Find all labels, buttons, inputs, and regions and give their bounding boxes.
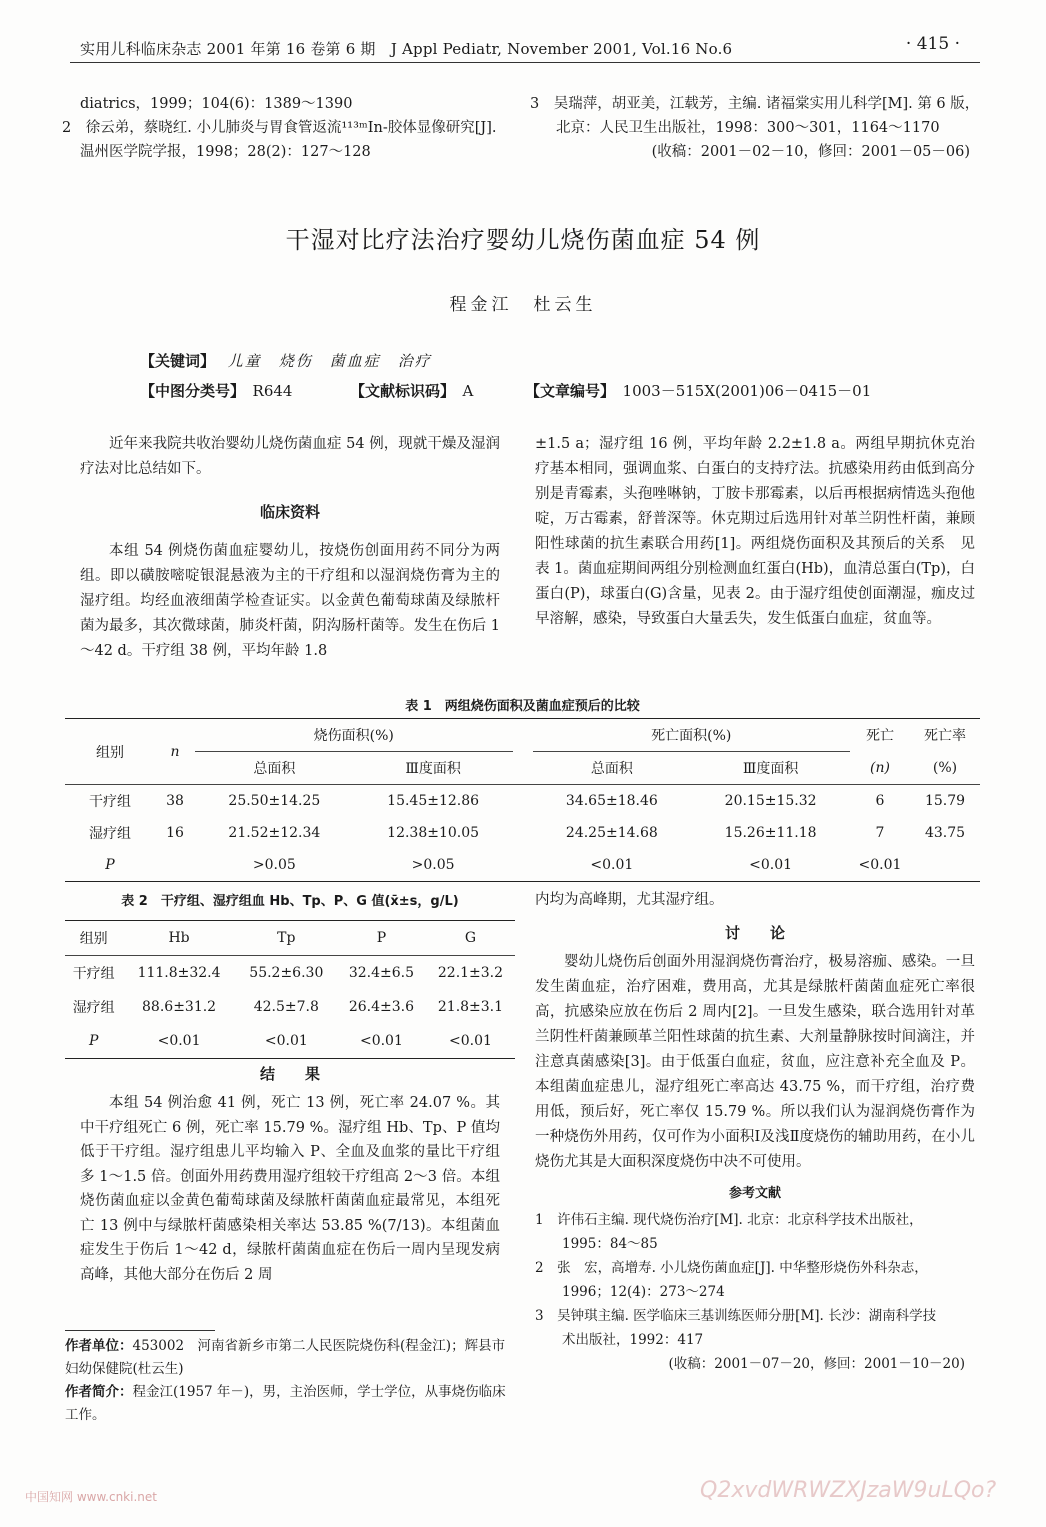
table2-header: 组别	[79, 931, 108, 947]
keywords-label: 【关键词】	[140, 352, 216, 370]
reference-item: 1996；12(4)：273～274	[535, 1284, 725, 1300]
reference-item: 1995：84～85	[535, 1236, 658, 1252]
table-cell: 22.1±3.2	[437, 965, 504, 981]
table-cell: 15.79	[924, 793, 966, 809]
left-column	[80, 432, 500, 664]
table-cell: 6	[875, 793, 885, 809]
table2-header: Tp	[277, 930, 296, 946]
table2-caption: 表 2 干疗组、湿疗组血 Hb、Tp、P、G 值(x̄±s，g/L)	[121, 894, 459, 909]
received-date: (收稿：2001－07－20，修回：2001－10－20)	[668, 1356, 965, 1372]
author-bio-text: 程金江(1957 年－)，男，主治医师，学士学位，从事烧伤临床工作。	[65, 1384, 506, 1423]
table-cell: <0.01	[749, 857, 793, 873]
table-cell: 38	[166, 793, 184, 809]
intro-paragraph: 近年来我院共收治婴幼儿烧伤菌血症 54 例，现就干燥及湿润疗法对比总结如下。	[80, 436, 500, 477]
author-unit	[65, 1335, 510, 1381]
doccode-value: A	[462, 382, 474, 400]
table2	[65, 920, 515, 1059]
prev-ref-line: diatrics，1999；104(6)：1389～1390	[80, 96, 353, 112]
section-heading-discussion: 讨 论	[724, 924, 785, 942]
right-column-top	[535, 432, 975, 632]
table1-header-rate: 死亡率	[924, 728, 966, 745]
reference-item: 2 张 宏，高增寿. 小儿烧伤菌血症[J]. 中华整形烧伤外科杂志，	[535, 1260, 928, 1276]
article-no-label: 【文章编号】	[525, 382, 608, 400]
table-cell: 干疗组	[72, 966, 115, 982]
article-authors: 程金江 杜云生	[449, 295, 597, 315]
table1-header-deg3: Ⅲ度面积	[405, 761, 461, 777]
table-cell: <0.01	[157, 1033, 201, 1049]
table2-header: Hb	[168, 930, 190, 946]
clinical-paragraph-cont: ±1.5 a；湿疗组 16 例，平均年龄 2.2±1.8 a。两组早期抗休克治疗基本相同，强调血浆、白蛋白的支持疗法。抗感染用药由低到高分别是青霉素，头孢唑啉钠，丁胺卡那霉素，以后再根据病情选头孢他啶，万古霉素，舒普深等。休克期过后选用针对革兰阴性杆菌，兼顾阳性球菌的抗生素联合用药[1]。两组烧伤面积及其预后的关系 见表 1。菌血症期间两组分别检测血红蛋白(Hb)，血清总蛋白(Tp)，白蛋白(P)，球蛋白(G)含量，见表 2。由于湿疗组使创面潮湿，痂皮过早溶解，感染，导致蛋白大量丢失，发生低蛋白血症，贫血等。	[535, 436, 975, 627]
prev-received: (收稿：2001－02－10，修回：2001－05－06)	[651, 144, 970, 160]
table-cell: 20.15±15.32	[724, 793, 817, 809]
table-cell: 15.26±11.18	[724, 825, 817, 841]
doccode-label: 【文献标识码】	[350, 382, 448, 400]
table-row	[65, 990, 515, 1024]
table1-caption: 表 1 两组烧伤面积及菌血症预后的比较	[405, 699, 640, 714]
clc-label: 【中图分类号】	[140, 382, 238, 400]
results-section	[80, 1062, 500, 1287]
table-cell	[155, 849, 195, 882]
table1-spacer	[513, 785, 533, 818]
keywords: 儿童 烧伤 菌血症 治疗	[227, 352, 432, 370]
table-cell: 111.8±32.4	[137, 965, 221, 981]
table1-header-total: 总面积	[590, 761, 633, 777]
table-cell	[910, 849, 980, 882]
table2-header: G	[464, 930, 477, 946]
table-cell: <0.01	[264, 1033, 308, 1049]
table-cell: 12.38±10.05	[387, 825, 480, 841]
keywords-line	[140, 350, 432, 371]
table-cell: 25.50±14.25	[228, 793, 321, 809]
prev-ref-line: 3 吴瑞萍，胡亚美，江载芳，主编. 诸福棠实用儿科学[M]. 第 6 版，	[530, 96, 980, 112]
article-no-item	[525, 380, 871, 401]
table-cell: >0.05	[252, 857, 296, 873]
table-cell: 88.6±31.2	[142, 999, 217, 1015]
table1-header-deaths-unit: (n)	[870, 759, 890, 776]
table1-header-deaths: 死亡	[866, 728, 894, 745]
author-unit-label: 作者单位：	[65, 1338, 133, 1354]
prev-refs-left	[62, 92, 520, 164]
table1-spacer	[513, 849, 533, 882]
discussion-paragraph: 婴幼儿烧伤后创面外用湿润烧伤膏治疗，极易溶痂、感染。一旦发生菌血症，治疗困难，费用高，尤其是绿脓杆菌菌血症死亡率很高，抗感染应放在伤后 2 周内[2]。一旦发生感染，联合选用针对革兰阴性杆菌兼顾革兰阳性球菌的抗生素、大剂量静脉按时间滴注，并注意真菌感染[3]。由于低蛋白血症，贫血，应注意补充全血及 P。本组菌血症患儿，湿疗组死亡率高达 43.75 %，而干疗组，治疗费用低，预后好，死亡率仅 15.79 %。所以我们认为湿润烧伤膏作为一种烧伤外用药，仅可作为小面积Ⅰ及浅Ⅱ度烧伤的辅助用药，在小儿烧伤尤其是大面积深度烧伤中决不可使用。	[535, 954, 975, 1170]
table-row	[65, 817, 980, 849]
journal-header: 实用儿科临床杂志 2001 年第 16 卷第 6 期 J Appl Pediatr, November 2001, Vol.16 No.6	[80, 40, 733, 58]
table1-spacer	[513, 752, 533, 785]
author-bio	[65, 1381, 510, 1427]
table-cell: 21.52±12.34	[228, 825, 321, 841]
table-row	[65, 1024, 515, 1059]
reference-item: 1 许伟石主编. 现代烧伤治疗[M]. 北京：北京科学技术出版社，	[535, 1212, 923, 1228]
results-paragraph-cont: 内均为高峰期，尤其湿疗组。	[535, 892, 724, 908]
footnote	[65, 1335, 510, 1427]
table-cell: 湿疗组	[72, 1000, 115, 1016]
reference-item: 术出版社，1992：417	[535, 1332, 704, 1348]
table-cell: <0.01	[590, 857, 634, 873]
table-cell: 15.45±12.86	[387, 793, 480, 809]
table-cell: 干疗组	[89, 794, 131, 810]
table-row	[65, 849, 980, 882]
table-cell: <0.01	[449, 1033, 492, 1049]
clc-value: R644	[252, 382, 293, 400]
section-heading-clinical: 临床资料	[259, 503, 320, 521]
section-heading-results: 结 果	[259, 1065, 320, 1083]
table-cell: P	[105, 857, 115, 873]
table1-header-group: 组别	[96, 744, 124, 761]
prev-ref-line: 北京：人民卫生出版社，1998：300～301，1164～1170	[556, 120, 940, 136]
table-cell: 55.2±6.30	[249, 965, 324, 981]
prev-ref-line: 2 徐云弟，蔡晓红. 小儿肺炎与胃食管返流¹¹³ᵐIn-胶体显像研究[J].	[62, 120, 497, 136]
table1-spacer	[513, 817, 533, 849]
table-cell: 湿疗组	[89, 826, 131, 842]
page-number: · 415 ·	[905, 34, 960, 54]
table1-spacer	[513, 719, 533, 752]
results-paragraph: 本组 54 例治愈 41 例，死亡 13 例，死亡率 24.07 %。其中干疗组死亡 6 例，死亡率 15.79 %。湿疗组 Hb、Tp、P 值均低于干疗组。湿疗组患儿平均输入 P、全血及血浆的量比干疗组多 1～1.5 倍。创面外用药费用湿疗组较干疗组高 2～3 倍。本组烧伤菌血症以金黄色葡萄球菌及绿脓杆菌菌血症最常见，本组死亡 13 例中与绿脓杆菌感染相关率达 53.85 %(7/13)。本组菌血症发生于伤后 1～42 d，绿脓杆菌菌血症在伤后一周内呈现发病高峰，其他大部分在伤后 2 周	[80, 1095, 500, 1283]
table-cell: <0.01	[359, 1033, 403, 1049]
doccode-item	[350, 380, 473, 401]
article-title: 干湿对比疗法治疗婴幼儿烧伤菌血症 54 例	[285, 226, 761, 254]
author-unit-text: 453002 河南省新乡市第二人民医院烧伤科(程金江)；辉县市妇幼保健院(杜云生)	[65, 1338, 506, 1377]
table-cell: 16	[166, 825, 184, 841]
table-cell: 43.75	[924, 825, 966, 841]
table-cell: 26.4±3.6	[348, 999, 415, 1015]
table1-header-n: n	[170, 743, 180, 760]
table1-header-burn: 烧伤面积(%)	[195, 719, 513, 752]
clc-item	[140, 380, 292, 401]
table-row	[65, 956, 515, 991]
table1	[65, 718, 980, 882]
author-bio-label: 作者简介：	[65, 1384, 133, 1400]
watermark-code: Q2xvdWRWZXJzaW9uLQo?	[700, 1478, 997, 1503]
table-cell: 24.25±14.68	[565, 825, 658, 841]
footnote-rule	[65, 1330, 215, 1331]
prev-refs-right	[530, 92, 980, 164]
table-cell: 7	[875, 825, 885, 841]
table-cell: 32.4±6.5	[348, 965, 415, 981]
table-cell: 34.65±18.46	[565, 793, 658, 809]
reference-list	[535, 1208, 975, 1376]
table-cell: <0.01	[858, 857, 902, 873]
watermark-logo: 中国知网 www.cnki.net	[25, 1490, 157, 1504]
reference-item: 3 吴钟琪主编. 医学临床三基训练医师分册[M]. 长沙：湖南科学技	[535, 1308, 937, 1324]
table-cell: >0.05	[411, 857, 455, 873]
section-heading-references: 参考文献	[728, 1186, 781, 1201]
table2-header: P	[376, 930, 387, 946]
right-column-lower	[535, 888, 975, 1376]
header-rule	[70, 62, 980, 63]
table-row	[65, 785, 980, 818]
table1-header-rate-unit: (%)	[932, 759, 958, 776]
table1-header-death-area: 死亡面积(%)	[533, 719, 851, 752]
table-cell: 42.5±7.8	[253, 999, 319, 1015]
table1-header-deg3: Ⅲ度面积	[742, 761, 799, 777]
prev-ref-line: 温州医学院学报，1998；28(2)：127～128	[80, 144, 371, 160]
table-cell: P	[88, 1033, 99, 1049]
article-no-value: 1003－515X(2001)06－0415－01	[622, 382, 872, 400]
table-cell: 21.8±3.1	[437, 999, 504, 1015]
clinical-paragraph: 本组 54 例烧伤菌血症婴幼儿，按烧伤创面用药不同分为两组。即以磺胺嘧啶银混悬液为主的干疗组和以湿润烧伤膏为主的湿疗组。均经血液细菌学检查证实。以金黄色葡萄球菌及绿脓杆菌为最多，其次微球菌，肺炎杆菌，阴沟肠杆菌等。发生在伤后 1～42 d。干疗组 38 例，平均年龄 1.8	[80, 543, 500, 659]
table1-header-total: 总面积	[253, 761, 296, 777]
